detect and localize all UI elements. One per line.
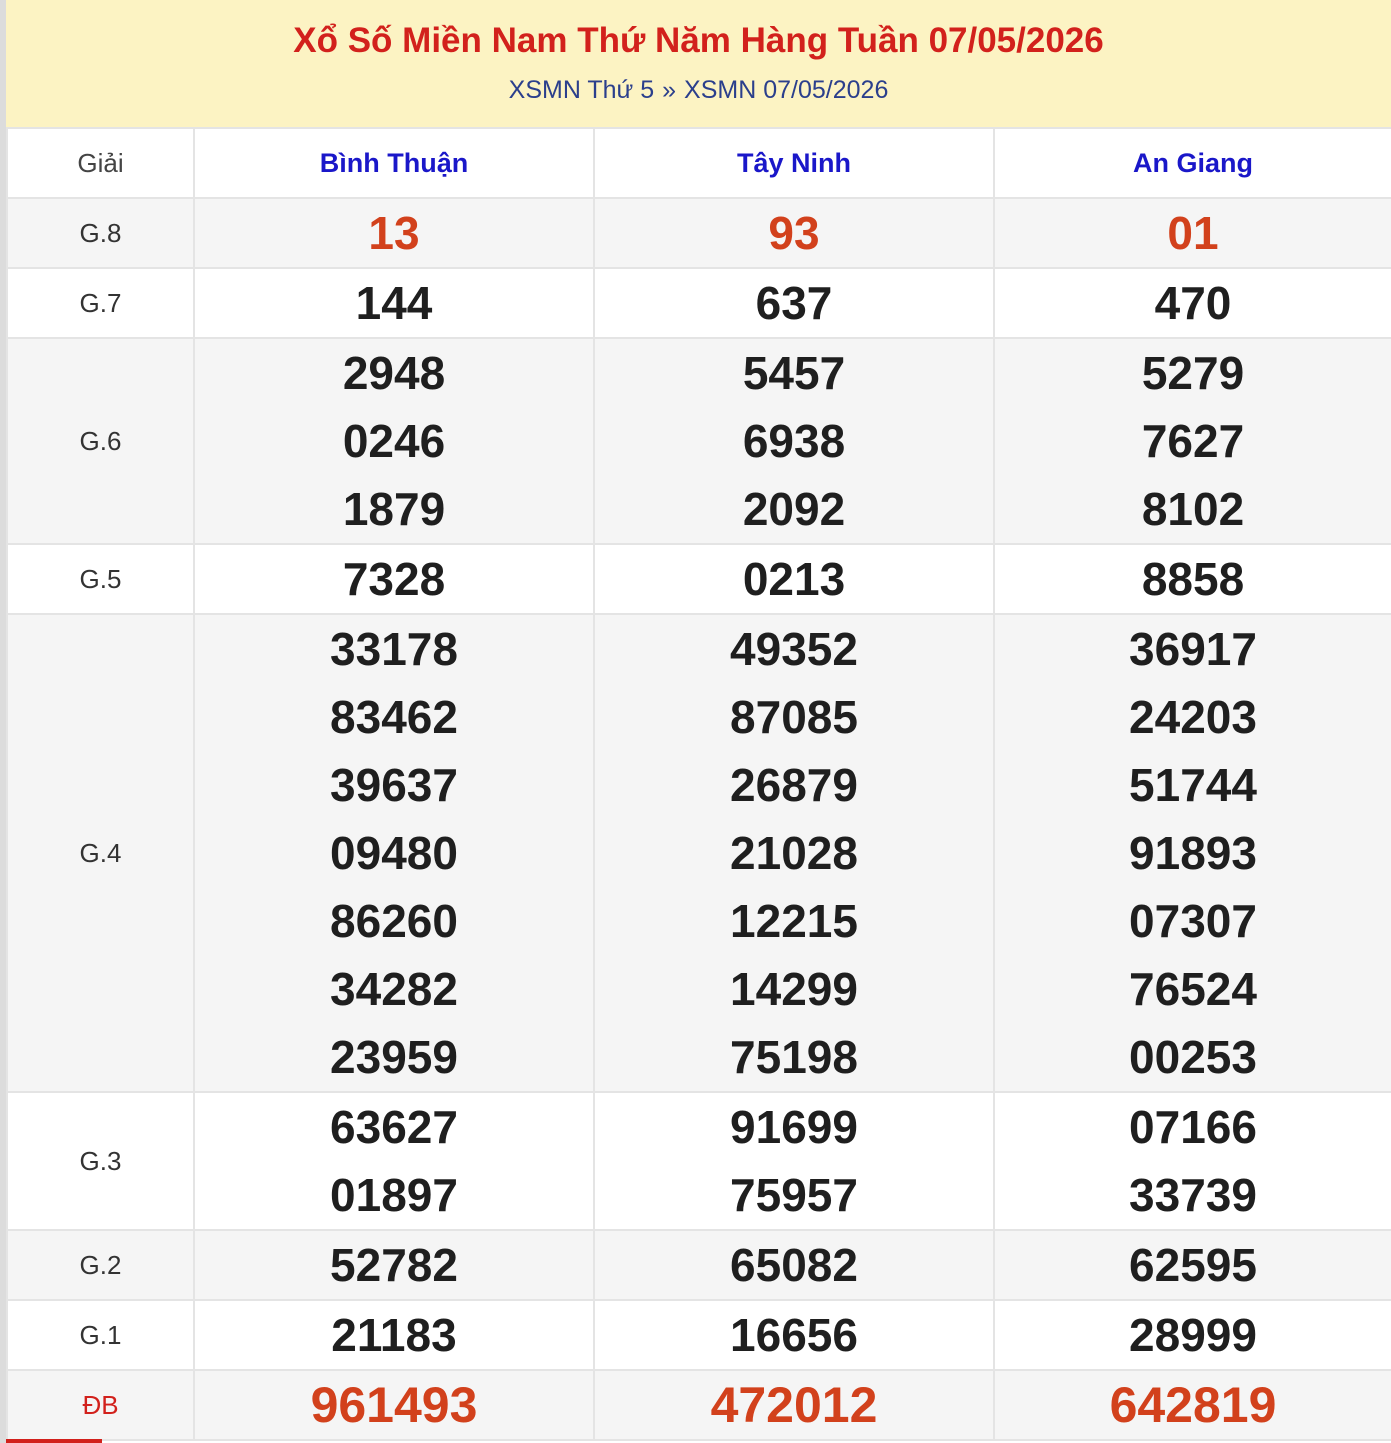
result-number: 13 bbox=[368, 207, 420, 259]
result-cell bbox=[194, 1230, 594, 1300]
result-number: 33739 bbox=[1129, 1169, 1257, 1221]
result-number: 75198 bbox=[730, 1031, 858, 1083]
result-cell bbox=[194, 198, 594, 268]
breadcrumb bbox=[6, 74, 1391, 106]
prize-label: G.7 bbox=[7, 268, 194, 338]
result-number: 76524 bbox=[1129, 963, 1257, 1015]
province-link[interactable]: Bình Thuận bbox=[319, 147, 469, 178]
prize-label: G.6 bbox=[7, 338, 194, 544]
result-cell bbox=[194, 338, 594, 544]
result-cell bbox=[994, 198, 1391, 268]
result-cell bbox=[594, 338, 994, 544]
prize-row bbox=[7, 268, 1391, 338]
result-number: 14299 bbox=[730, 963, 858, 1015]
prize-row bbox=[7, 614, 1391, 1092]
result-number: 83462 bbox=[330, 691, 458, 743]
result-number: 34282 bbox=[330, 963, 458, 1015]
result-number: 28999 bbox=[1129, 1309, 1257, 1361]
result-cell bbox=[994, 1300, 1391, 1370]
result-number: 24203 bbox=[1129, 691, 1257, 743]
result-cell bbox=[594, 198, 994, 268]
prize-row bbox=[7, 544, 1391, 614]
result-number: 86260 bbox=[330, 895, 458, 947]
result-number: 91893 bbox=[1129, 827, 1257, 879]
table-header-row bbox=[7, 128, 1391, 198]
prize-row bbox=[7, 1300, 1391, 1370]
result-cell bbox=[594, 544, 994, 614]
result-cell bbox=[594, 1300, 994, 1370]
prize-label: G.3 bbox=[7, 1092, 194, 1230]
result-number: 63627 bbox=[330, 1101, 458, 1153]
result-number: 01897 bbox=[330, 1169, 458, 1221]
result-number: 39637 bbox=[330, 759, 458, 811]
result-number: 1879 bbox=[342, 483, 446, 535]
result-number: 470 bbox=[1154, 277, 1232, 329]
result-number: 0213 bbox=[742, 553, 846, 605]
breadcrumb-separator: » bbox=[662, 76, 677, 104]
result-number: 21028 bbox=[730, 827, 858, 879]
result-cell bbox=[194, 614, 594, 1092]
result-number: 8102 bbox=[1141, 483, 1245, 535]
province-link[interactable]: Tây Ninh bbox=[736, 147, 851, 178]
prize-label: G.5 bbox=[7, 544, 194, 614]
result-number: 75957 bbox=[730, 1169, 858, 1221]
prize-row bbox=[7, 1092, 1391, 1230]
result-number: 49352 bbox=[730, 623, 858, 675]
prize-label: G.2 bbox=[7, 1230, 194, 1300]
result-number: 8858 bbox=[1141, 553, 1245, 605]
result-number: 144 bbox=[355, 277, 433, 329]
result-number: 472012 bbox=[710, 1377, 878, 1433]
results-table bbox=[6, 127, 1391, 1441]
province-header[interactable] bbox=[594, 128, 994, 198]
result-cell bbox=[594, 614, 994, 1092]
result-number: 01 bbox=[1167, 207, 1219, 259]
result-number: 12215 bbox=[730, 895, 858, 947]
prize-label: ĐB bbox=[7, 1370, 194, 1440]
result-number: 51744 bbox=[1129, 759, 1257, 811]
result-number: 09480 bbox=[330, 827, 458, 879]
prize-label: G.1 bbox=[7, 1300, 194, 1370]
result-cell bbox=[194, 1092, 594, 1230]
result-number: 5457 bbox=[742, 347, 846, 399]
result-cell bbox=[994, 614, 1391, 1092]
results-header bbox=[6, 0, 1391, 128]
province-link[interactable]: An Giang bbox=[1133, 147, 1253, 178]
result-number: 23959 bbox=[330, 1031, 458, 1083]
result-number: 52782 bbox=[330, 1239, 458, 1291]
result-cell bbox=[994, 544, 1391, 614]
result-number: 07307 bbox=[1129, 895, 1257, 947]
result-cell bbox=[994, 338, 1391, 544]
result-number: 87085 bbox=[730, 691, 858, 743]
prize-row bbox=[7, 338, 1391, 544]
result-cell bbox=[194, 1370, 594, 1440]
result-cell bbox=[994, 268, 1391, 338]
result-cell bbox=[594, 1092, 994, 1230]
result-number: 0246 bbox=[342, 415, 446, 467]
prize-row bbox=[7, 198, 1391, 268]
result-number: 7627 bbox=[1141, 415, 1245, 467]
province-header[interactable] bbox=[994, 128, 1391, 198]
result-number: 91699 bbox=[730, 1101, 858, 1153]
result-cell bbox=[994, 1370, 1391, 1440]
result-cell bbox=[994, 1230, 1391, 1300]
result-number: 961493 bbox=[310, 1377, 478, 1433]
result-number: 2092 bbox=[742, 483, 846, 535]
results-body bbox=[7, 198, 1391, 1440]
result-number: 62595 bbox=[1129, 1239, 1257, 1291]
prize-row bbox=[7, 1230, 1391, 1300]
result-number: 2948 bbox=[342, 347, 446, 399]
bottom-accent-bar bbox=[6, 1439, 102, 1443]
result-number: 6938 bbox=[742, 415, 846, 467]
result-number: 637 bbox=[755, 277, 833, 329]
result-cell bbox=[594, 1370, 994, 1440]
page-title: Xổ Số Miền Nam Thứ Năm Hàng Tuần 07/05/2026 bbox=[293, 21, 1104, 60]
result-number: 5279 bbox=[1141, 347, 1245, 399]
prize-label: G.4 bbox=[7, 614, 194, 1092]
result-number: 00253 bbox=[1129, 1031, 1257, 1083]
result-number: 16656 bbox=[730, 1309, 858, 1361]
result-cell bbox=[594, 268, 994, 338]
result-cell bbox=[194, 544, 594, 614]
result-number: 36917 bbox=[1129, 623, 1257, 675]
prize-row bbox=[7, 1370, 1391, 1440]
result-number: 7328 bbox=[342, 553, 446, 605]
result-cell bbox=[594, 1230, 994, 1300]
breadcrumb-link-date[interactable]: XSMN 07/05/2026 bbox=[684, 76, 889, 104]
breadcrumb-link-weekday[interactable]: XSMN Thứ 5 bbox=[508, 76, 655, 104]
result-number: 642819 bbox=[1109, 1377, 1277, 1433]
result-number: 21183 bbox=[331, 1309, 457, 1361]
province-header[interactable] bbox=[194, 128, 594, 198]
result-number: 07166 bbox=[1129, 1101, 1257, 1153]
prize-label: G.8 bbox=[7, 198, 194, 268]
prize-column-header: Giải bbox=[7, 128, 194, 198]
result-cell bbox=[194, 1300, 594, 1370]
result-cell bbox=[994, 1092, 1391, 1230]
result-number: 26879 bbox=[730, 759, 858, 811]
result-number: 65082 bbox=[730, 1239, 858, 1291]
result-number: 33178 bbox=[330, 623, 458, 675]
result-number: 93 bbox=[768, 207, 820, 259]
result-cell bbox=[194, 268, 594, 338]
